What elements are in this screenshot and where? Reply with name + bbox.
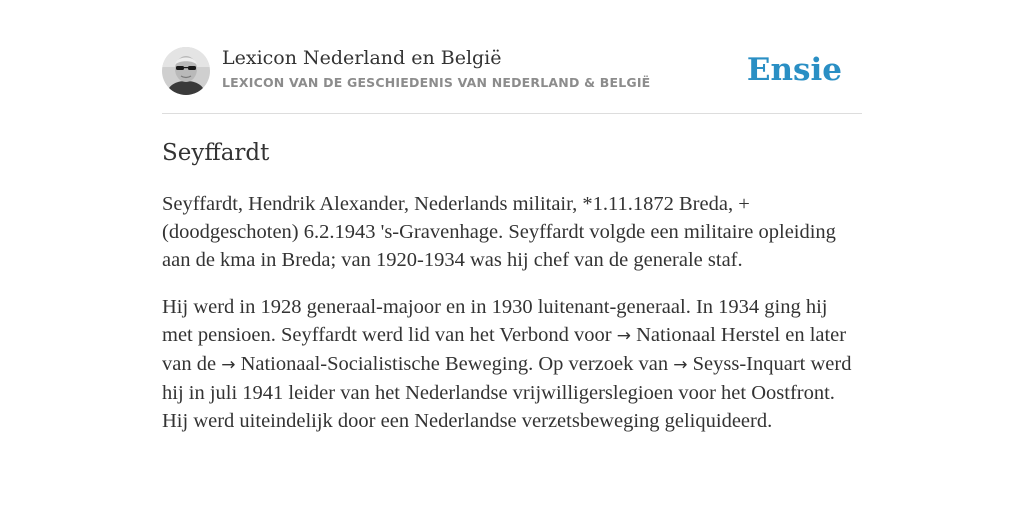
source-header <box>162 46 862 96</box>
author-photo-icon <box>162 47 210 95</box>
article-paragraph-1: Seyffardt, Hendrik Alexander, Nederlands militair, *1.11.1872 Breda, + (doodgeschoten) 6.2.1943 's-Gravenhage. Seyffardt volgde een militaire opleiding aan de kma in Breda; van 1920-1934 was hij chef van de generale staf. <box>162 193 836 271</box>
article-paragraph-2 <box>162 293 862 435</box>
source-subtitle: LEXICON VAN DE GESCHIEDENIS VAN NEDERLAND & BELGIË <box>222 75 651 90</box>
arrow-right-icon: → <box>673 355 688 375</box>
xref-link-nationaal-herstel[interactable] <box>617 324 780 346</box>
header-divider <box>162 113 862 114</box>
paragraph-text: Hij werd in 1928 generaal-majoor en in 1930 luitenant-generaal. In 1934 ging hij met pensioen. Seyffardt werd lid van het Verbond voor <box>162 296 828 346</box>
xref-link-nsb[interactable] <box>221 353 528 375</box>
xref-link-label: Nationaal Herstel <box>636 324 781 346</box>
paragraph-text: . Op verzoek van <box>528 353 674 375</box>
source-name-link[interactable]: Lexicon Nederland en België <box>222 47 502 69</box>
ensie-logo[interactable]: Ensie <box>746 52 842 88</box>
xref-link-label: Seyss-Inquart <box>692 353 806 375</box>
paragraph-text: en later van de <box>162 324 847 375</box>
arrow-right-icon: → <box>616 326 631 346</box>
xref-link-seyss-inquart[interactable] <box>673 353 805 375</box>
xref-link-label: Nationaal-Socialistische Beweging <box>240 353 529 375</box>
arrow-right-icon: → <box>221 355 236 375</box>
avatar[interactable] <box>162 47 210 95</box>
paragraph-text: werd hij in juli 1941 leider van het Nederlandse vrijwilligerslegioen voor het Oostfront. Hij werd uiteindelijk door een Nederlandse verzetsbeweging geliquideerd. <box>162 353 852 432</box>
page-title: Seyffardt <box>162 140 270 166</box>
article-body <box>162 190 862 454</box>
